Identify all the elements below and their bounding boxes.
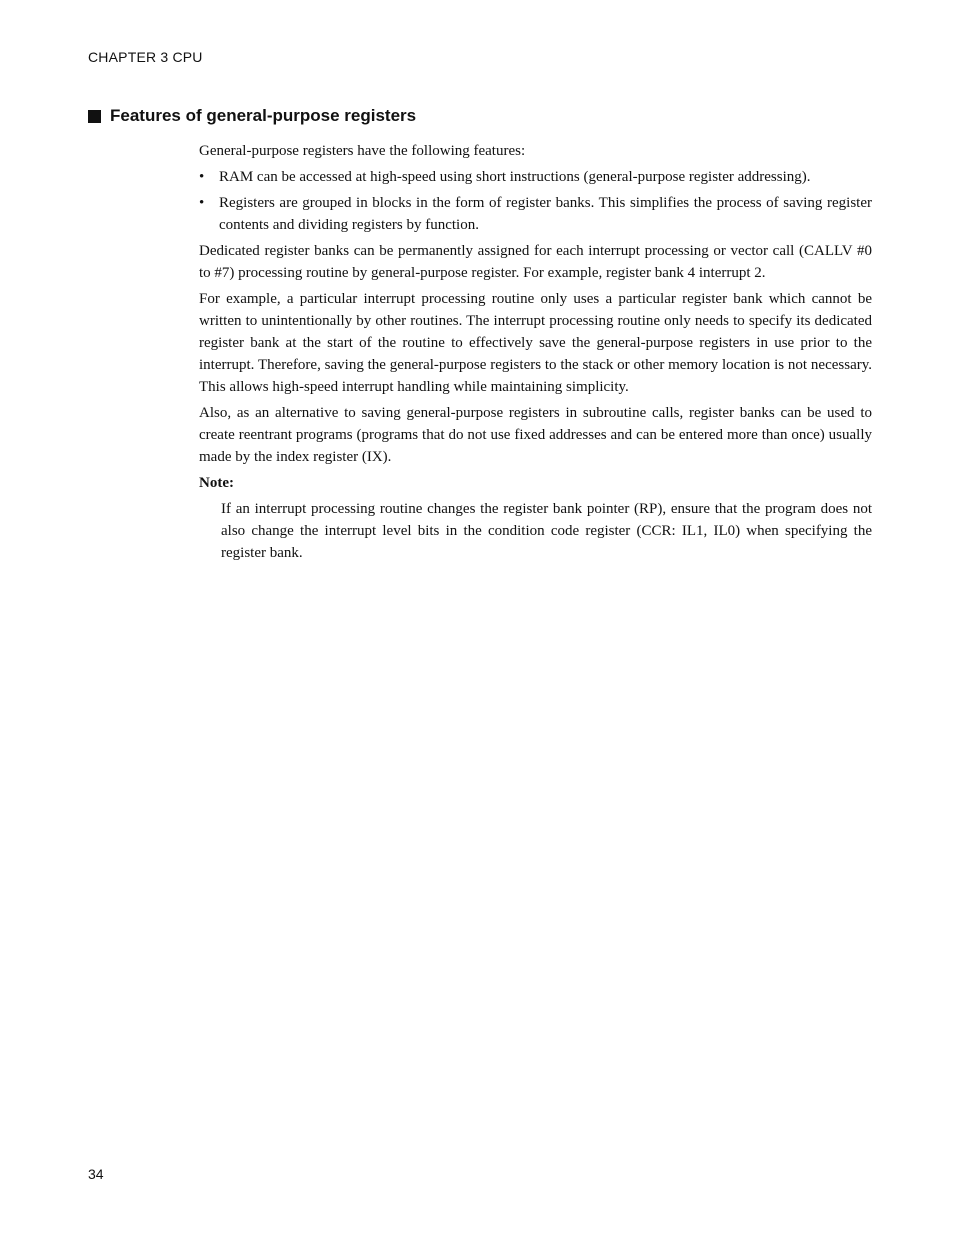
intro-paragraph: General-purpose registers have the following features: <box>199 143 526 159</box>
body-text <box>199 140 872 568</box>
paragraph-interrupt-example: For example, a particular interrupt processing routine only uses a particular register bank which cannot be written to unintentionally by other routines. The interrupt processing routine only needs to specify its dedicated register bank at the start of the routine to effectively save the general-purpose registers in use prior to the interrupt. Therefore, saving the general-purpose registers to the stack or other memory location is not necessary. This allows high-speed interrupt handling while maintaining simplicity. <box>199 291 872 395</box>
bullet-dot-icon: • <box>199 169 205 185</box>
list-item-text: RAM can be accessed at high-speed using short instructions (general-purpose register addressing). <box>219 169 811 185</box>
running-header: CHAPTER 3 CPU <box>88 49 203 65</box>
paragraph-reentrant: Also, as an alternative to saving general-purpose registers in subroutine calls, register banks can be used to create reentrant programs (programs that do not use fixed addresses and can be entered more than once) usually made by the index register (IX). <box>199 405 872 465</box>
list-item <box>199 192 872 236</box>
list-item <box>199 166 872 188</box>
list-item-text: Registers are grouped in blocks in the form of register banks. This simplifies the process of saving register contents and dividing registers by function. <box>219 195 872 233</box>
section-heading-text: Features of general-purpose registers <box>110 106 417 125</box>
bullet-dot-icon: • <box>199 195 205 211</box>
section-heading <box>88 106 416 126</box>
feature-list <box>199 166 872 236</box>
page-number: 34 <box>88 1166 104 1182</box>
square-bullet-icon <box>88 110 101 123</box>
note-label: Note: <box>199 475 234 491</box>
paragraph-dedicated-banks: Dedicated register banks can be permanently assigned for each interrupt processing or vector call (CALLV #0 to #7) processing routine by general-purpose register. For example, register bank 4 interrupt 2. <box>199 243 872 281</box>
note-text: If an interrupt processing routine changes the register bank pointer (RP), ensure that the program does not also change the interrupt level bits in the condition code register (CCR: IL1, IL0) when specifying the register bank. <box>221 501 872 561</box>
